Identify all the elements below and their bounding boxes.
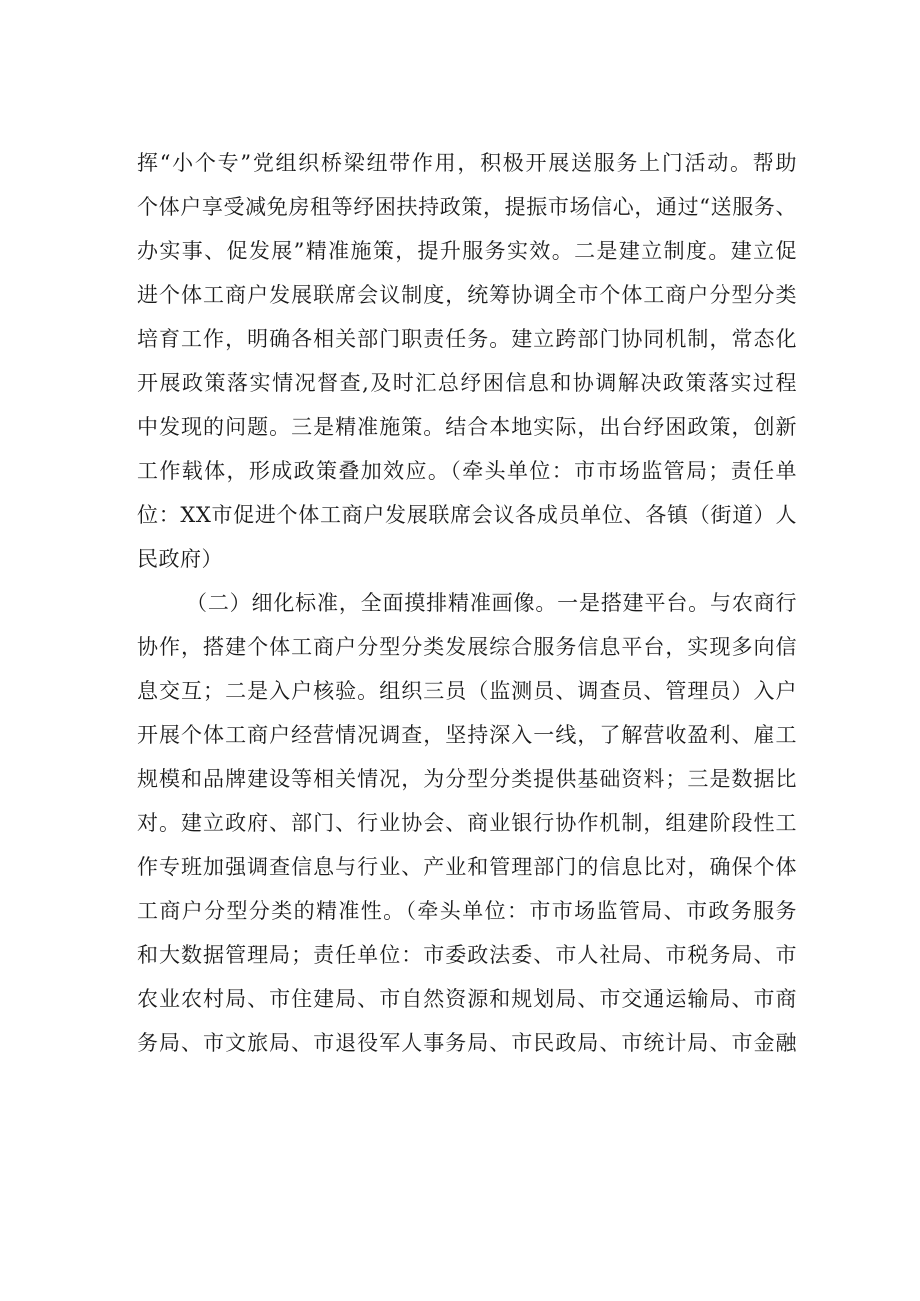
text-line: 协作，搭建个体工商户分型分类发展综合服务信息平台，实现多向信: [137, 635, 797, 659]
text-line: 个体户享受减免房租等纾困扶持政策，提振市场信心，通过“送服务、: [137, 195, 797, 219]
text-line: 工商户分型分类的精准性。（牵头单位：市市场监管局、市政务服务: [137, 899, 797, 923]
text-line: 开展政策落实情况督查,及时汇总纾困信息和协调解决政策落实过程: [137, 371, 797, 395]
section-heading-line: （二）细化标准，全面摸排精准画像。一是搭建平台。与农商行: [186, 591, 797, 615]
text-line: 对。建立政府、部门、行业协会、商业银行协作机制，组建阶段性工: [137, 811, 797, 835]
text-line: 培育工作，明确各相关部门职责任务。建立跨部门协同机制，常态化: [137, 327, 797, 351]
text-line: 开展个体工商户经营情况调查，坚持深入一线，了解营收盈利、雇工: [137, 723, 797, 747]
text-line: 挥“小个专”党组织桥梁纽带作用，积极开展送服务上门活动。帮助: [137, 151, 797, 175]
text-line: 位：XX市促进个体工商户发展联席会议各成员单位、各镇（街道）人: [137, 503, 797, 527]
text-line: 中发现的问题。三是精准施策。结合本地实际，出台纾困政策，创新: [137, 415, 797, 439]
text-line: 和大数据管理局；责任单位：市委政法委、市人社局、市税务局、市: [137, 943, 797, 967]
text-line: 民政府）: [137, 547, 223, 571]
text-line: 作专班加强调查信息与行业、产业和管理部门的信息比对，确保个体: [137, 855, 797, 879]
text-line: 息交互；二是入户核验。组织三员（监测员、调查员、管理员）入户: [137, 679, 797, 703]
text-line: 农业农村局、市住建局、市自然资源和规划局、市交通运输局、市商: [137, 987, 797, 1011]
text-line: 工作载体，形成政策叠加效应。（牵头单位：市市场监管局；责任单: [137, 459, 797, 483]
text-line: 进个体工商户发展联席会议制度，统筹协调全市个体工商户分型分类: [137, 283, 797, 307]
text-line: 规模和品牌建设等相关情况，为分型分类提供基础资料；三是数据比: [137, 767, 797, 791]
text-line: 办实事、促发展”精准施策，提升服务实效。二是建立制度。建立促: [137, 239, 797, 263]
text-line: 务局、市文旅局、市退役军人事务局、市民政局、市统计局、市金融: [137, 1031, 797, 1055]
